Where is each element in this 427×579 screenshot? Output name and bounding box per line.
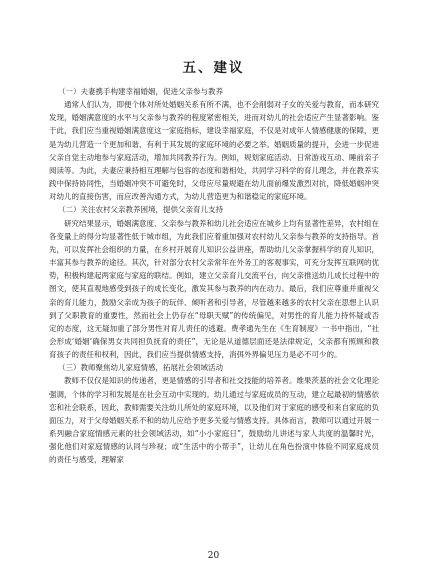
subsection-heading-2: （二）关注农村父亲教养困境，提供父亲育儿支持 xyxy=(58,205,223,215)
subsection-heading-1: （一）夫妻携手构建幸福婚姻，促进父亲参与教养 xyxy=(58,87,223,96)
paragraph-1: 通常人们认为，即便个体对所处婚姻关系有所不满，也不会削弱对子女的关爱与教育，而本研究发现，婚姻满意度的水平与父亲参与教养的程度紧密相关，进而对幼儿的社会适应产生显著影响。鉴于此，我们应当重视婚姻满意度这一家庭指标，建设幸福家庭，不仅是对成年人情感健康的保障，更是为幼儿营造一个更加和谐、有利于其发展的家庭环境的必要之举。婚姻质量的提升，会进一步促进父亲自觉主动地参与家庭活动，增加共同教养行为。例如，规划家庭活动、日常游戏互动、睡前亲子阅读等。为此，夫妻应秉持相互理解与包容的态度和谐相处，共同学习科学的育儿理念，并在教养实践中保持协同性，当婚姻冲突不可避免时，父母应尽量规避在幼儿面前爆发激烈对抗，降低婚姻冲突对幼儿的直接伤害，而应改善沟通方式，为幼儿营造更为和谐稳定的家庭环境。 xyxy=(49,100,379,202)
section-title: 五、建议 xyxy=(182,60,245,76)
page-number: 20 xyxy=(207,551,220,561)
subsection-heading-3: （三）教师聚焦幼儿家庭情感，拓展社会领域活动 xyxy=(58,363,223,373)
paragraph-3: 教师不仅仅是知识的传递者，更是情感的引导者和社交技能的培养者。维果茨基的社会文化理论强调，个体的学习和发展是在社会互动中实现的。幼儿通过与家庭成员的互动，建立起最初的情感依恋和社会联系，因此，教师需要关注幼儿所处的家庭环境，以及他们对于家庭的感受和来自家庭的负面压力，对于父母婚姻关系不和的幼儿应给予更多关爱与情感支持。具体而言，教师可以通过开展一系列融合家庭情感元素的社会领域活动，如“小小家庭日”，鼓励幼儿讲述与家人共度的温馨时光，强化他们对家庭情感的认同与珍视；或“生活中的小帮手”，让幼儿在角色扮演中体验不同家庭成员的责任与感受，理解家 xyxy=(49,376,379,465)
body-text xyxy=(49,85,379,467)
paragraph-2: 研究结果显示，婚姻满意度、父亲参与教养和幼儿社会适应在城乡上均有显著性差异，农村组在各变量上的得分均显著性低于城市组，为此我们应着重加强对农村幼儿父亲参与教养的支持指导。首先，可以发挥社会组织的力量，在乡村开展育儿知识公益讲座，帮助幼儿父亲掌握科学的育儿知识，丰富其参与教养的途径。其次，针对部分农村父亲常年在外务工的客观事实，可充分发挥互联网的优势，积极构建起两家庭与家庭的联结。例如，建立父亲育儿交流平台，向父亲推送幼儿成长过程中的图文，使其直观地感受到孩子的成长变化，激发其参与教养的内在动力。最后，我们应尊重并重视父亲的育儿能力，鼓励父亲成为孩子的玩伴、倾听者和引导者，尽管越来越多的农村父亲在思想上认识到了父职教育的重要性，然而社会上仍存在“母职天赋”的传统偏见，对男性的育儿能力持怀疑或否定的态度，这无疑加重了部分男性对育儿责任的逃避。费孝通先生在《生育制度》一书中指出，“社会形成‘婚姻’确保男女共同担负抚育的责任”，无论是从道德层面还是法律规定，父亲都有照顾和教育孩子的责任和权利，因此，我们应当提供情感支持，消弭外界偏见压力是必不可少的。 xyxy=(49,218,379,360)
